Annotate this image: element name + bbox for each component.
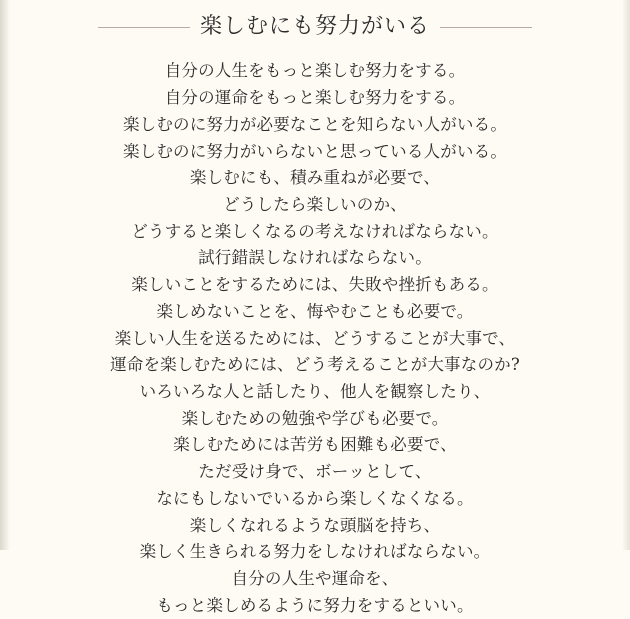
body-line: 運命を楽しむためには、どう考えることが大事なのか? — [110, 355, 520, 375]
body-line: 楽しい人生を送るためには、どうすることが大事で、 — [114, 328, 516, 348]
body-line: 楽しく生きられる努力をしなければならない。 — [139, 542, 491, 562]
body-line: 自分の運命をもっと楽しむ努力をする。 — [164, 88, 466, 108]
body-line: 楽しむのに努力が必要なことを知らない人がいる。 — [122, 114, 508, 134]
title-rule-left — [98, 27, 190, 28]
body-line: 楽しめないことを、悔やむことも必要で。 — [156, 301, 474, 321]
body-line: 楽しむための勉強や学びも必要で。 — [181, 408, 449, 428]
body-line: 試行錯誤しなければならない。 — [198, 248, 432, 268]
document-body — [0, 58, 630, 619]
body-line: どうしたら楽しいのか、 — [223, 194, 407, 214]
body-line: もっと楽しめるように努力をするといい。 — [156, 595, 474, 615]
body-line: 楽しむにも、積み重ねが必要で、 — [189, 168, 441, 188]
body-line: 楽しいことをするためには、失敗や挫折もある。 — [131, 275, 499, 295]
body-line: 自分の人生をもっと楽しむ努力をする。 — [164, 61, 466, 81]
body-line: 自分の人生や運命を、 — [231, 569, 399, 589]
body-line: なにもしないでいるから楽しくなくなる。 — [156, 488, 474, 508]
page-title: 楽しむにも努力がいる — [199, 14, 430, 39]
body-line: ただ受け身で、ボーッとして、 — [198, 462, 432, 482]
body-line: 楽しむためには苦労も困難も必要で、 — [173, 435, 457, 455]
body-line: どうすると楽しくなるの考えなければならない。 — [131, 221, 499, 241]
title-row — [0, 0, 630, 40]
body-line: 楽しむのに努力がいらないと思っている人がいる。 — [122, 141, 508, 161]
body-line: 楽しくなれるような頭脳を持ち、 — [189, 515, 441, 535]
body-line: いろいろな人と話したり、他人を観察したり、 — [139, 382, 491, 402]
title-rule-right — [440, 27, 532, 28]
